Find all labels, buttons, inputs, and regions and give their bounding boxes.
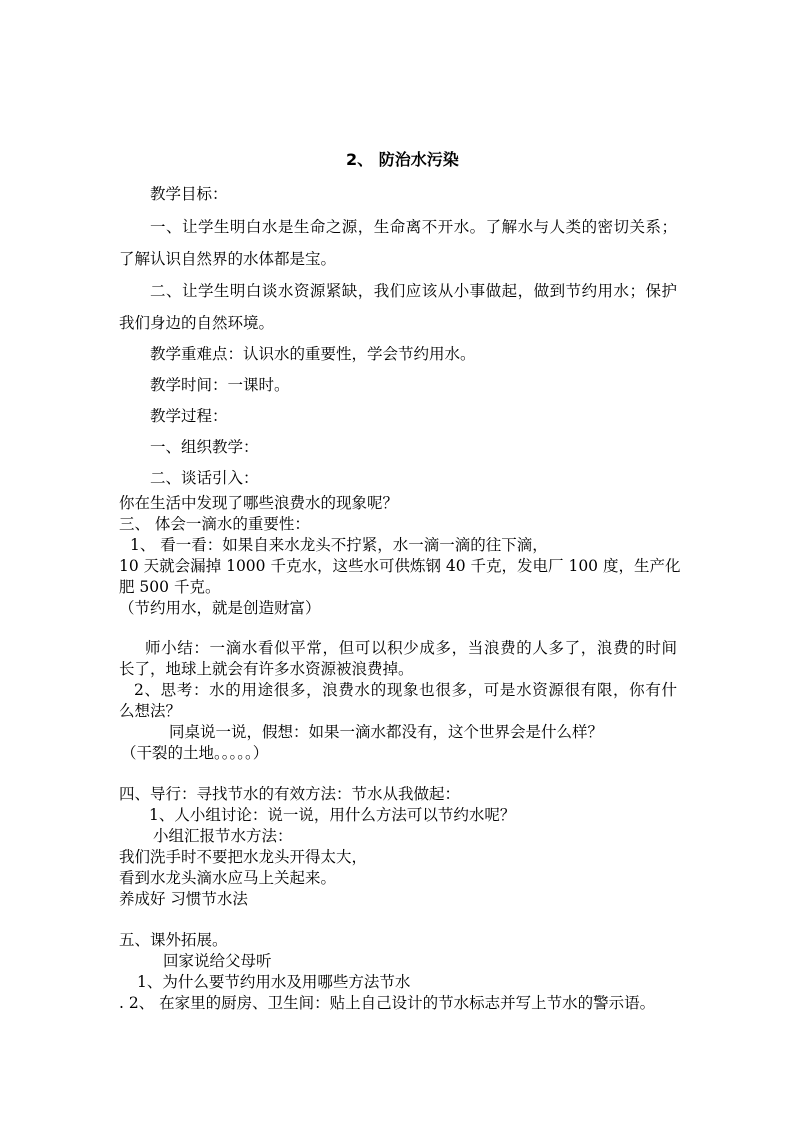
text-line: 一、让学生明白水是生命之源，生命离不开水。了解水与人类的密切关系；	[150, 218, 677, 236]
text-line: 一、组织教学：	[150, 438, 259, 456]
text-line: 教学目标：	[150, 185, 228, 203]
text-line: 长了，地球上就会有许多水资源被浪费掉。	[119, 660, 414, 678]
text-line: 四、导行：寻找节水的有效方法：节水从我做起：	[119, 785, 461, 803]
document-title: 2、 防治水污染	[346, 150, 459, 169]
text-line: 教学时间：一课时。	[150, 376, 290, 394]
text-line: 三、 体会一滴水的重要性：	[119, 515, 310, 533]
text-line: 二、谈话引入：	[150, 469, 259, 487]
text-line: 2、思考：水的用途很多，浪费水的现象也很多，可是水资源很有限，你有什	[134, 681, 677, 699]
text-line: 五、课外拓展。	[119, 931, 228, 949]
text-line: 养成好 习惯节水法	[119, 890, 248, 908]
text-line: 回家说给父母听	[163, 952, 272, 970]
text-line: 么想法？	[119, 702, 182, 720]
text-line: 教学过程：	[150, 407, 228, 425]
text-line: 同桌说一说，假想：如果一滴水都没有，这个世界会是什么样？	[169, 723, 604, 741]
text-line: . 2、 在家里的厨房、卫生间：贴上自己设计的节水标志并写上节水的警示语。	[119, 994, 656, 1012]
text-line: 1、 看一看：如果自来水龙头不拧紧，水一滴一滴的往下滴，	[130, 536, 548, 554]
text-line: 师小结：一滴水看似平常，但可以积少成多，当浪费的人多了，浪费的时间	[145, 639, 677, 657]
text-line: 10 天就会漏掉 1000 千克水，这些水可供炼钢 40 千克，发电厂 100 度，生产化	[119, 557, 681, 575]
text-line: （节约用水，就是创造财富）	[119, 599, 321, 617]
text-line: （干裂的土地。。。。。）	[121, 744, 269, 762]
text-line: 教学重难点：认识水的重要性，学会节约用水。	[150, 345, 476, 363]
text-line: 肥 500 千克。	[119, 578, 221, 596]
text-line: 1、为什么要节约用水及用哪些方法节水	[137, 973, 411, 991]
text-line: 1、人小组讨论：说一说，用什么方法可以节约水呢？	[149, 806, 516, 824]
text-line: 我们身边的自然环境。	[119, 314, 275, 332]
text-line: 你在生活中发现了哪些浪费水的现象呢？	[119, 494, 399, 512]
text-line: 二、让学生明白谈水资源紧缺，我们应该从小事做起，做到节约用水；保护	[150, 282, 677, 300]
text-line: 看到水龙头滴水应马上关起来。	[119, 869, 337, 887]
text-line: 了解认识自然界的水体都是宝。	[119, 250, 337, 268]
text-line: 小组汇报节水方法：	[153, 827, 293, 845]
text-line: 我们洗手时不要把水龙头开得太大，	[119, 848, 368, 866]
